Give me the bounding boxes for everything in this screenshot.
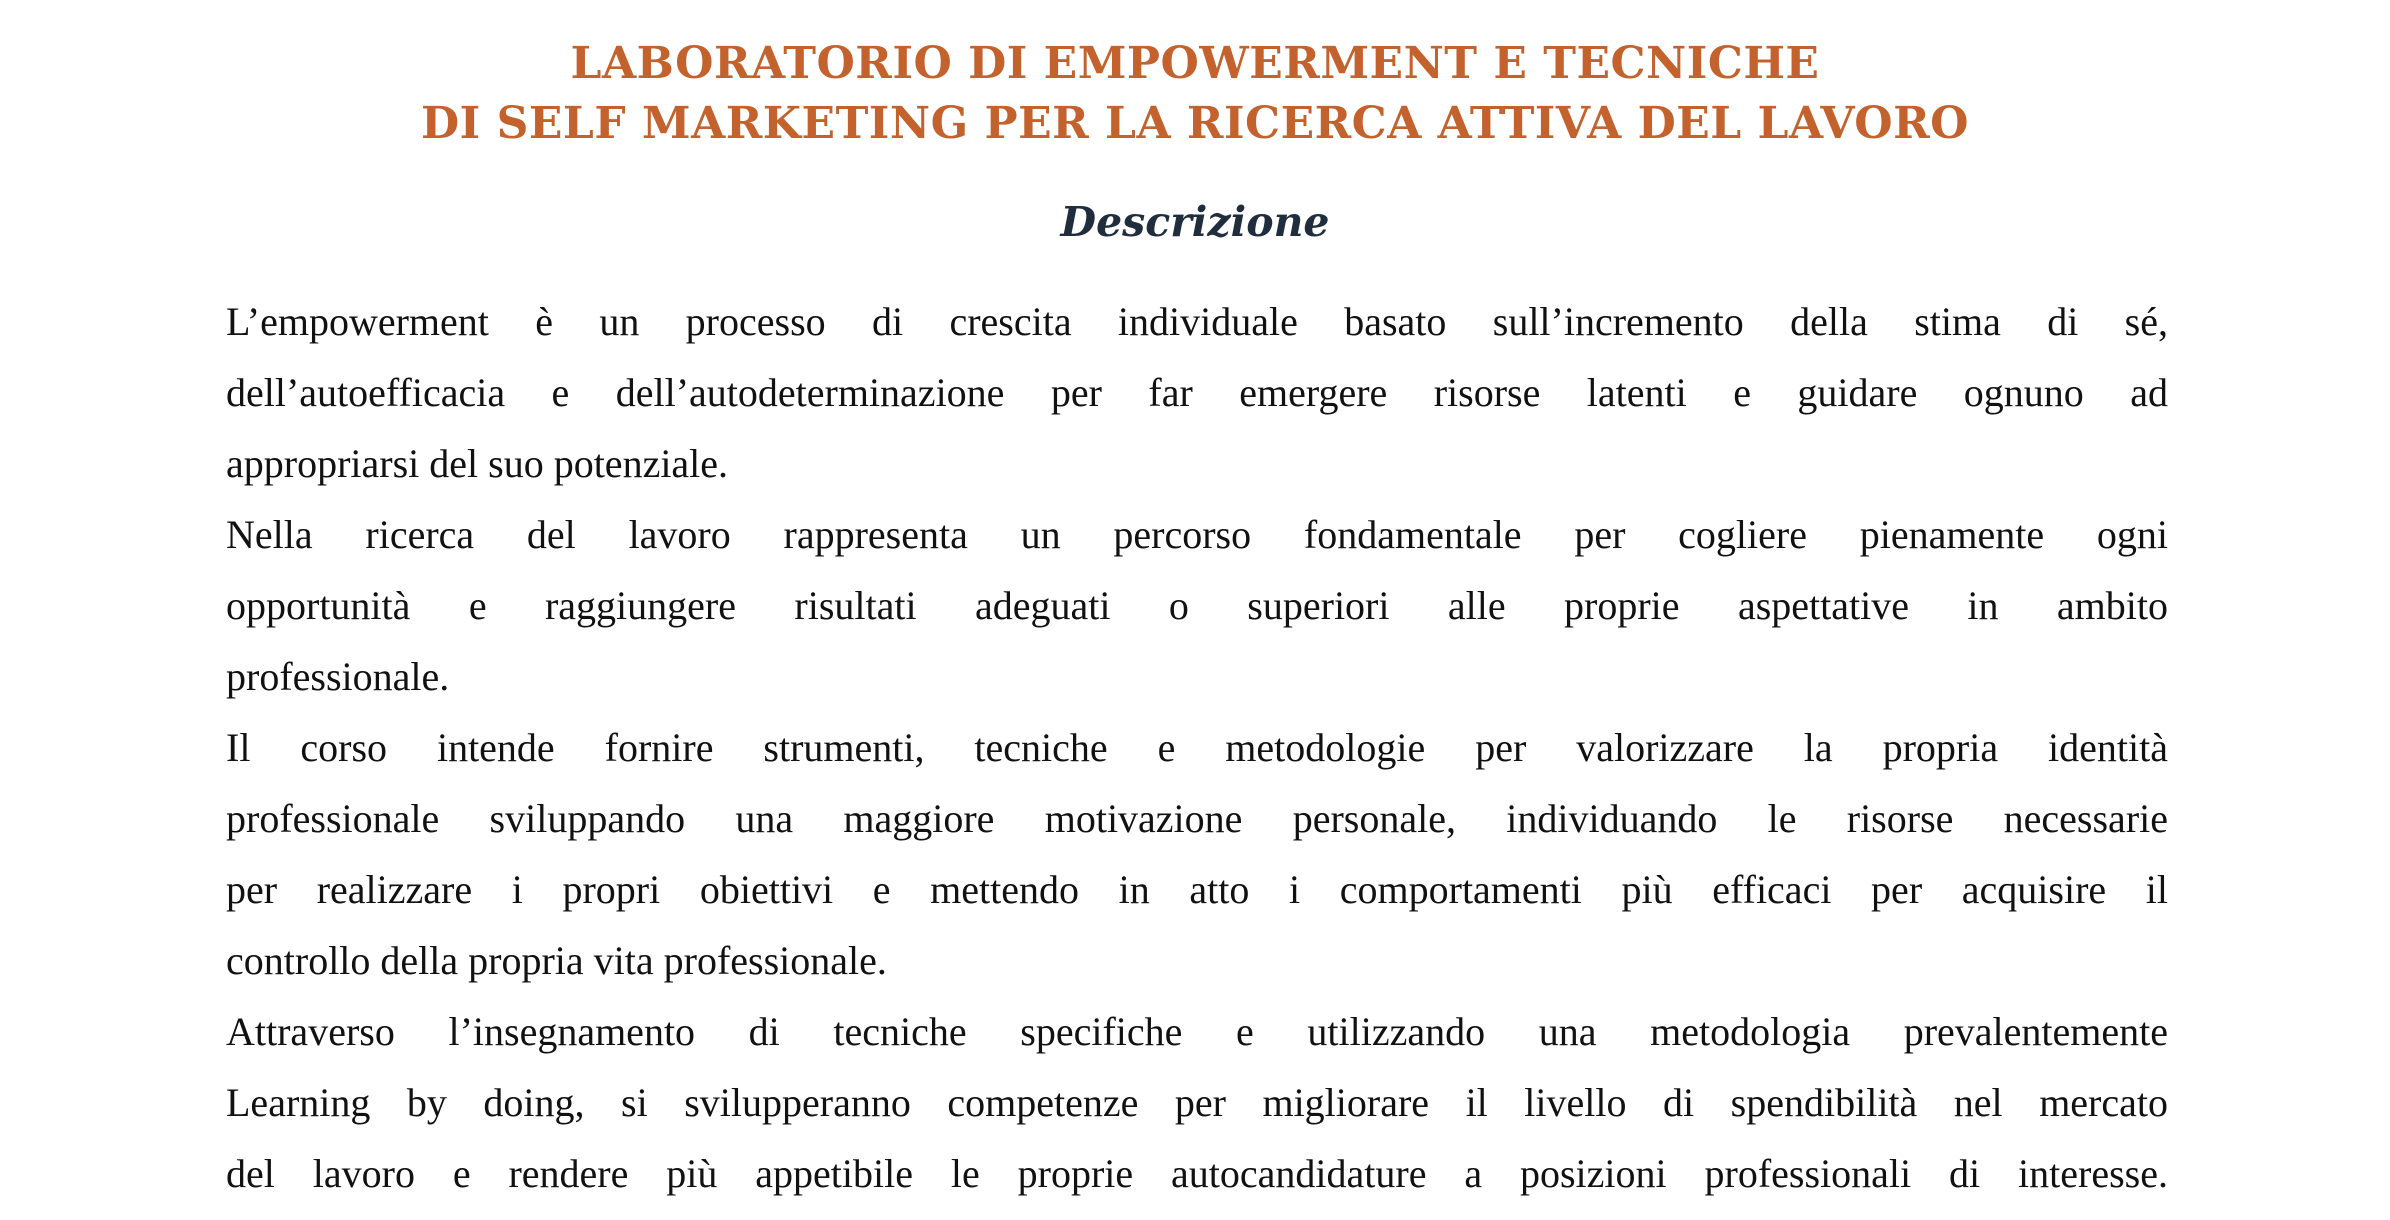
paragraph-3-line-4: controllo della propria vita professionale. <box>226 938 887 983</box>
paragraph-4-line-2: Learning by doing, si svilupperanno competenze per migliorare il livello di spendibilità nel mercato <box>226 1080 2168 1125</box>
title-line-2: DI SELF MARKETING PER LA RICERCA ATTIVA DEL LAVORO <box>421 98 1969 149</box>
paragraph-1-line-1: L’empowerment è un processo di crescita individuale basato sull’incremento della stima di sé, <box>226 299 2168 344</box>
title-line-1: LABORATORIO DI EMPOWERMENT E TECNICHE <box>570 38 1820 89</box>
paragraph-4-line-1: Attraverso l’insegnamento di tecniche specifiche e utilizzando una metodologia prevalentemente <box>226 1009 2168 1054</box>
paragraph-3-line-1: Il corso intende fornire strumenti, tecniche e metodologie per valorizzare la propria identità <box>226 725 2168 770</box>
paragraph-2-line-2: opportunità e raggiungere risultati adeguati o superiori alle proprie aspettative in ambito <box>226 583 2168 628</box>
paragraph-4-line-3: del lavoro e rendere più appetibile le proprie autocandidature a posizioni professionali di interesse. <box>226 1151 2168 1196</box>
document-title <box>0 34 2390 154</box>
paragraph-3-line-3: per realizzare i propri obiettivi e mettendo in atto i comportamenti più efficaci per acquisire il <box>226 867 2168 912</box>
description-body <box>226 286 2168 1209</box>
paragraph-2-line-1: Nella ricerca del lavoro rappresenta un percorso fondamentale per cogliere pienamente ogni <box>226 512 2168 557</box>
paragraph-3-line-2: professionale sviluppando una maggiore motivazione personale, individuando le risorse necessarie <box>226 796 2168 841</box>
section-heading: Descrizione <box>1060 198 1330 246</box>
paragraph-1-line-2: dell’autoefficacia e dell’autodeterminazione per far emergere risorse latenti e guidare ognuno ad <box>226 370 2168 415</box>
paragraph-2-line-3: professionale. <box>226 654 450 699</box>
paragraph-1-line-3: appropriarsi del suo potenziale. <box>226 441 729 486</box>
